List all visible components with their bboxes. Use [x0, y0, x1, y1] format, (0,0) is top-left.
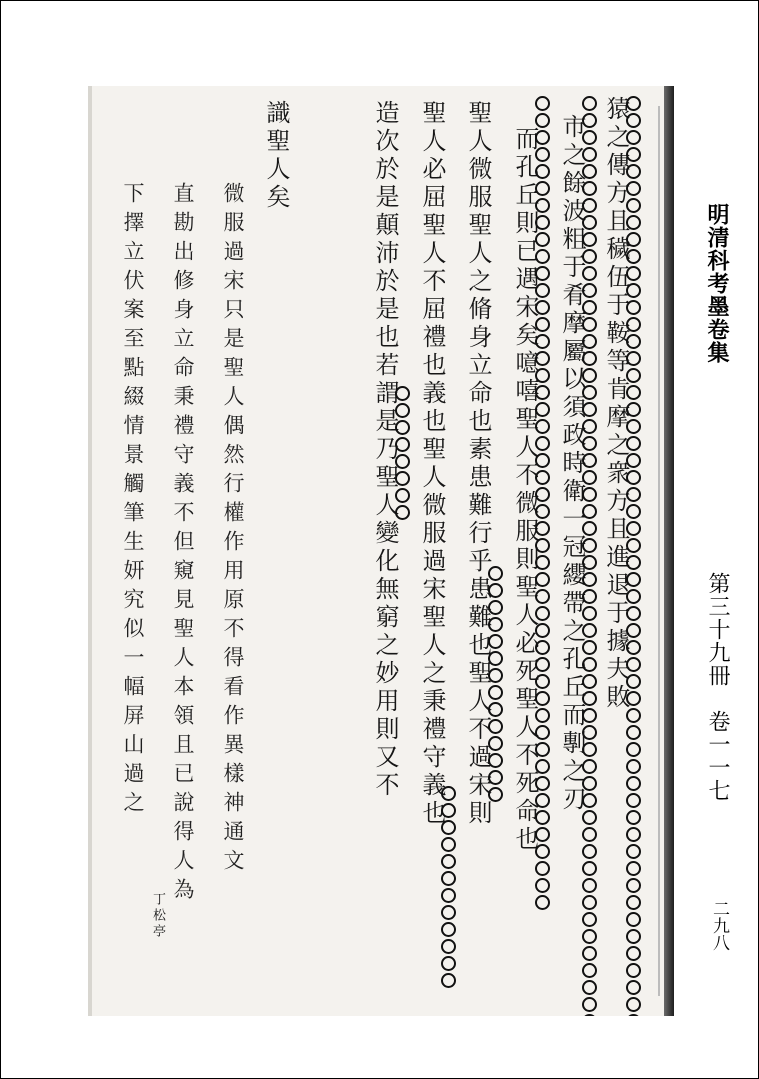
- emphasis-circle: [441, 888, 456, 903]
- emphasis-circle: [535, 147, 550, 162]
- emphasis-circle: [535, 589, 550, 604]
- emphasis-circle: [535, 725, 550, 740]
- emphasis-circle: [626, 827, 641, 842]
- emphasis-circle: [535, 691, 550, 706]
- emphasis-circle: [582, 742, 597, 757]
- emphasis-circle: [582, 113, 597, 128]
- emphasis-circle: [582, 555, 597, 570]
- emphasis-circle: [582, 725, 597, 740]
- essay-column-7: 識聖人矣: [262, 100, 290, 212]
- emphasis-circle: [488, 702, 503, 717]
- emphasis-circle: [582, 283, 597, 298]
- emphasis-circle: [626, 147, 641, 162]
- emphasis-circle: [395, 386, 410, 401]
- emphasis-circle: [582, 657, 597, 672]
- emphasis-circle: [535, 793, 550, 808]
- emphasis-circle: [626, 198, 641, 213]
- emphasis-circle: [395, 420, 410, 435]
- emphasis-circle: [395, 454, 410, 469]
- emphasis-circle: [535, 164, 550, 179]
- emphasis-circle: [582, 980, 597, 995]
- emphasis-circle: [582, 181, 597, 196]
- emphasis-circle: [488, 566, 503, 581]
- emphasis-circle: [626, 487, 641, 502]
- emphasis-circle: [488, 617, 503, 632]
- emphasis-circle: [535, 759, 550, 774]
- emphasis-circle: [535, 266, 550, 281]
- emphasis-circle: [626, 623, 641, 638]
- emphasis-circle: [535, 878, 550, 893]
- emphasis-circle: [626, 164, 641, 179]
- emphasis-circle: [488, 651, 503, 666]
- emphasis-circle: [582, 963, 597, 978]
- emphasis-circle: [626, 266, 641, 281]
- emphasis-circle: [582, 997, 597, 1012]
- emphasis-circle: [626, 589, 641, 604]
- emphasis-circle: [535, 283, 550, 298]
- emphasis-circle: [441, 973, 456, 988]
- emphasis-circles-col6: [395, 386, 411, 522]
- emphasis-circle: [535, 249, 550, 264]
- emphasis-circle: [535, 895, 550, 910]
- emphasis-circle: [488, 787, 503, 802]
- emphasis-circle: [582, 215, 597, 230]
- emphasis-circle: [395, 505, 410, 520]
- emphasis-circle: [582, 759, 597, 774]
- volume-label: 第三十九冊 卷一一七: [705, 572, 730, 802]
- emphasis-circle: [582, 130, 597, 145]
- emphasis-circle: [535, 317, 550, 332]
- emphasis-circle: [582, 317, 597, 332]
- emphasis-circle: [535, 504, 550, 519]
- emphasis-circle: [535, 572, 550, 587]
- emphasis-circle: [626, 742, 641, 757]
- emphasis-circle: [535, 436, 550, 451]
- emphasis-circle: [626, 130, 641, 145]
- emphasis-circle: [582, 419, 597, 434]
- emphasis-circle: [626, 249, 641, 264]
- emphasis-circle: [626, 572, 641, 587]
- emphasis-circle: [626, 929, 641, 944]
- emphasis-circle: [582, 912, 597, 927]
- emphasis-circle: [395, 488, 410, 503]
- emphasis-circle: [441, 905, 456, 920]
- emphasis-circle: [582, 504, 597, 519]
- emphasis-circles-col4: [488, 566, 504, 804]
- emphasis-circle: [582, 249, 597, 264]
- emphasis-circle: [535, 538, 550, 553]
- emphasis-circle: [582, 368, 597, 383]
- emphasis-circle: [626, 861, 641, 876]
- emphasis-circle: [582, 487, 597, 502]
- emphasis-circle: [626, 470, 641, 485]
- emphasis-circle: [582, 708, 597, 723]
- emphasis-circle: [535, 419, 550, 434]
- emphasis-circle: [582, 300, 597, 315]
- emphasis-circle: [626, 895, 641, 910]
- emphasis-circle: [582, 521, 597, 536]
- emphasis-circle: [582, 453, 597, 468]
- emphasis-circle: [535, 113, 550, 128]
- scanned-manuscript-page: [88, 86, 674, 1016]
- emphasis-circle: [582, 623, 597, 638]
- emphasis-circle: [535, 521, 550, 536]
- emphasis-circle: [535, 198, 550, 213]
- emphasis-circle: [441, 803, 456, 818]
- emphasis-circle: [626, 878, 641, 893]
- scan-binding-shadow: [664, 86, 674, 1016]
- essay-column-5: 聖人必屈聖人不屈禮也義也聖人微服過宋聖人之秉禮守義也: [418, 100, 446, 828]
- emphasis-circle: [441, 871, 456, 886]
- emphasis-circle: [535, 385, 550, 400]
- emphasis-circle: [626, 96, 641, 111]
- emphasis-circle: [626, 283, 641, 298]
- emphasis-circle: [582, 198, 597, 213]
- emphasis-circles-col1: [626, 96, 642, 1016]
- page-number: 二九八: [709, 900, 729, 951]
- emphasis-circle: [488, 685, 503, 700]
- emphasis-circle: [488, 600, 503, 615]
- emphasis-circle: [441, 820, 456, 835]
- emphasis-circle: [535, 487, 550, 502]
- emphasis-circle: [582, 538, 597, 553]
- emphasis-circle: [626, 1014, 641, 1016]
- column-rule: [658, 106, 660, 996]
- emphasis-circle: [488, 668, 503, 683]
- emphasis-circle: [626, 538, 641, 553]
- emphasis-circle: [535, 623, 550, 638]
- essay-column-4: 聖人微服聖人之脩身立命也素患難行乎患難也聖人不過宋則: [464, 100, 492, 828]
- emphasis-circle: [535, 776, 550, 791]
- emphasis-circle: [582, 334, 597, 349]
- emphasis-circle: [441, 786, 456, 801]
- emphasis-circles-col3: [535, 96, 551, 912]
- emphasis-circle: [441, 837, 456, 852]
- emphasis-circle: [582, 232, 597, 247]
- emphasis-circle: [626, 708, 641, 723]
- emphasis-circle: [535, 708, 550, 723]
- book-title: 明清科考墨卷集: [704, 203, 730, 364]
- emphasis-circle: [582, 96, 597, 111]
- emphasis-circle: [626, 113, 641, 128]
- emphasis-circle: [626, 963, 641, 978]
- emphasis-circle: [535, 300, 550, 315]
- emphasis-circle: [626, 725, 641, 740]
- emphasis-circle: [441, 956, 456, 971]
- emphasis-circle: [626, 215, 641, 230]
- emphasis-circle: [535, 827, 550, 842]
- emphasis-circle: [582, 793, 597, 808]
- emphasis-circle: [535, 606, 550, 621]
- emphasis-circle: [535, 334, 550, 349]
- emphasis-circle: [395, 403, 410, 418]
- emphasis-circle: [626, 232, 641, 247]
- emphasis-circle: [535, 351, 550, 366]
- emphasis-circle: [626, 317, 641, 332]
- emphasis-circle: [626, 759, 641, 774]
- emphasis-circle: [582, 1014, 597, 1016]
- emphasis-circle: [626, 385, 641, 400]
- emphasis-circle: [535, 402, 550, 417]
- emphasis-circle: [626, 793, 641, 808]
- emphasis-circle: [535, 96, 550, 111]
- emphasis-circle: [535, 215, 550, 230]
- emphasis-circle: [535, 130, 550, 145]
- emphasis-circle: [582, 470, 597, 485]
- emphasis-circle: [535, 810, 550, 825]
- emphasis-circle: [626, 657, 641, 672]
- emphasis-circles-col5: [441, 786, 457, 990]
- emphasis-circle: [535, 555, 550, 570]
- emphasis-circle: [441, 939, 456, 954]
- emphasis-circle: [582, 674, 597, 689]
- emphasis-circle: [535, 657, 550, 672]
- emphasis-circle: [535, 181, 550, 196]
- emphasis-circle: [582, 385, 597, 400]
- emphasis-circle: [626, 810, 641, 825]
- emphasis-circle: [582, 776, 597, 791]
- emphasis-circle: [582, 929, 597, 944]
- emphasis-circle: [626, 419, 641, 434]
- emphasis-circle: [582, 861, 597, 876]
- emphasis-circle: [582, 589, 597, 604]
- emphasis-circle: [395, 471, 410, 486]
- emphasis-circle: [626, 674, 641, 689]
- emphasis-circle: [535, 844, 550, 859]
- emphasis-circle: [535, 368, 550, 383]
- emphasis-circle: [535, 742, 550, 757]
- emphasis-circle: [488, 583, 503, 598]
- emphasis-circle: [582, 895, 597, 910]
- emphasis-circle: [488, 736, 503, 751]
- emphasis-circle: [626, 504, 641, 519]
- emphasis-circle: [626, 844, 641, 859]
- scan-left-edge: [88, 86, 92, 1016]
- commentator-signature: 丁松亭: [150, 892, 165, 940]
- emphasis-circle: [582, 691, 597, 706]
- emphasis-circle: [626, 555, 641, 570]
- emphasis-circle: [582, 810, 597, 825]
- emphasis-circle: [626, 453, 641, 468]
- emphasis-circle: [488, 719, 503, 734]
- emphasis-circle: [488, 634, 503, 649]
- emphasis-circle: [535, 470, 550, 485]
- emphasis-circle: [582, 827, 597, 842]
- emphasis-circle: [582, 946, 597, 961]
- emphasis-circle: [582, 436, 597, 451]
- emphasis-circle: [535, 674, 550, 689]
- emphasis-circle: [626, 521, 641, 536]
- emphasis-circle: [626, 300, 641, 315]
- emphasis-circle: [626, 980, 641, 995]
- emphasis-circle: [582, 606, 597, 621]
- emphasis-circle: [626, 606, 641, 621]
- emphasis-circle: [626, 997, 641, 1012]
- emphasis-circle: [626, 368, 641, 383]
- emphasis-circle: [582, 572, 597, 587]
- emphasis-circle: [582, 640, 597, 655]
- essay-column-3: 而孔丘則已遇宋矣噫嘻聖人不微服則聖人必死聖人不死命也: [511, 126, 539, 854]
- essay-column-2: 市之餘波粗于肴摩屬以須政時衛一冠纓帶之孔丘而剸之刃: [558, 114, 586, 814]
- emphasis-circle: [626, 181, 641, 196]
- emphasis-circle: [488, 770, 503, 785]
- emphasis-circle: [582, 844, 597, 859]
- emphasis-circle: [395, 437, 410, 452]
- emphasis-circle: [626, 912, 641, 927]
- emphasis-circles-col2: [582, 96, 598, 1016]
- emphasis-circle: [626, 640, 641, 655]
- emphasis-circle: [441, 922, 456, 937]
- emphasis-circle: [626, 334, 641, 349]
- emphasis-circle: [582, 878, 597, 893]
- emphasis-circle: [582, 147, 597, 162]
- emphasis-circle: [535, 232, 550, 247]
- emphasis-circle: [582, 351, 597, 366]
- emphasis-circle: [535, 640, 550, 655]
- emphasis-circle: [582, 266, 597, 281]
- essay-column-6: 造次於是顛沛於是也若謂是乃聖人變化無窮之妙用則又不: [371, 100, 399, 800]
- emphasis-circle: [582, 164, 597, 179]
- emphasis-circle: [626, 691, 641, 706]
- emphasis-circle: [535, 861, 550, 876]
- emphasis-circle: [535, 453, 550, 468]
- commentary-column-2: 直勘出修身立命秉禮守義不但窺見聖人本領且已說得人為: [171, 182, 195, 907]
- emphasis-circle: [441, 854, 456, 869]
- emphasis-circle: [626, 946, 641, 961]
- emphasis-circle: [626, 776, 641, 791]
- emphasis-circle: [626, 436, 641, 451]
- emphasis-circle: [626, 402, 641, 417]
- commentary-column-3: 下擇立伏案至點綴情景觸筆生妍究似一幅屏山過之: [121, 182, 145, 820]
- essay-column-1: 猿之傳方且穢伍于鞍等肯摩之衆方且進退于據夫敗: [602, 96, 630, 712]
- emphasis-circle: [582, 402, 597, 417]
- commentary-column-1: 微服過宋只是聖人偶然行權作用原不得看作異樣神通文: [221, 182, 245, 878]
- emphasis-circle: [626, 351, 641, 366]
- emphasis-circle: [488, 753, 503, 768]
